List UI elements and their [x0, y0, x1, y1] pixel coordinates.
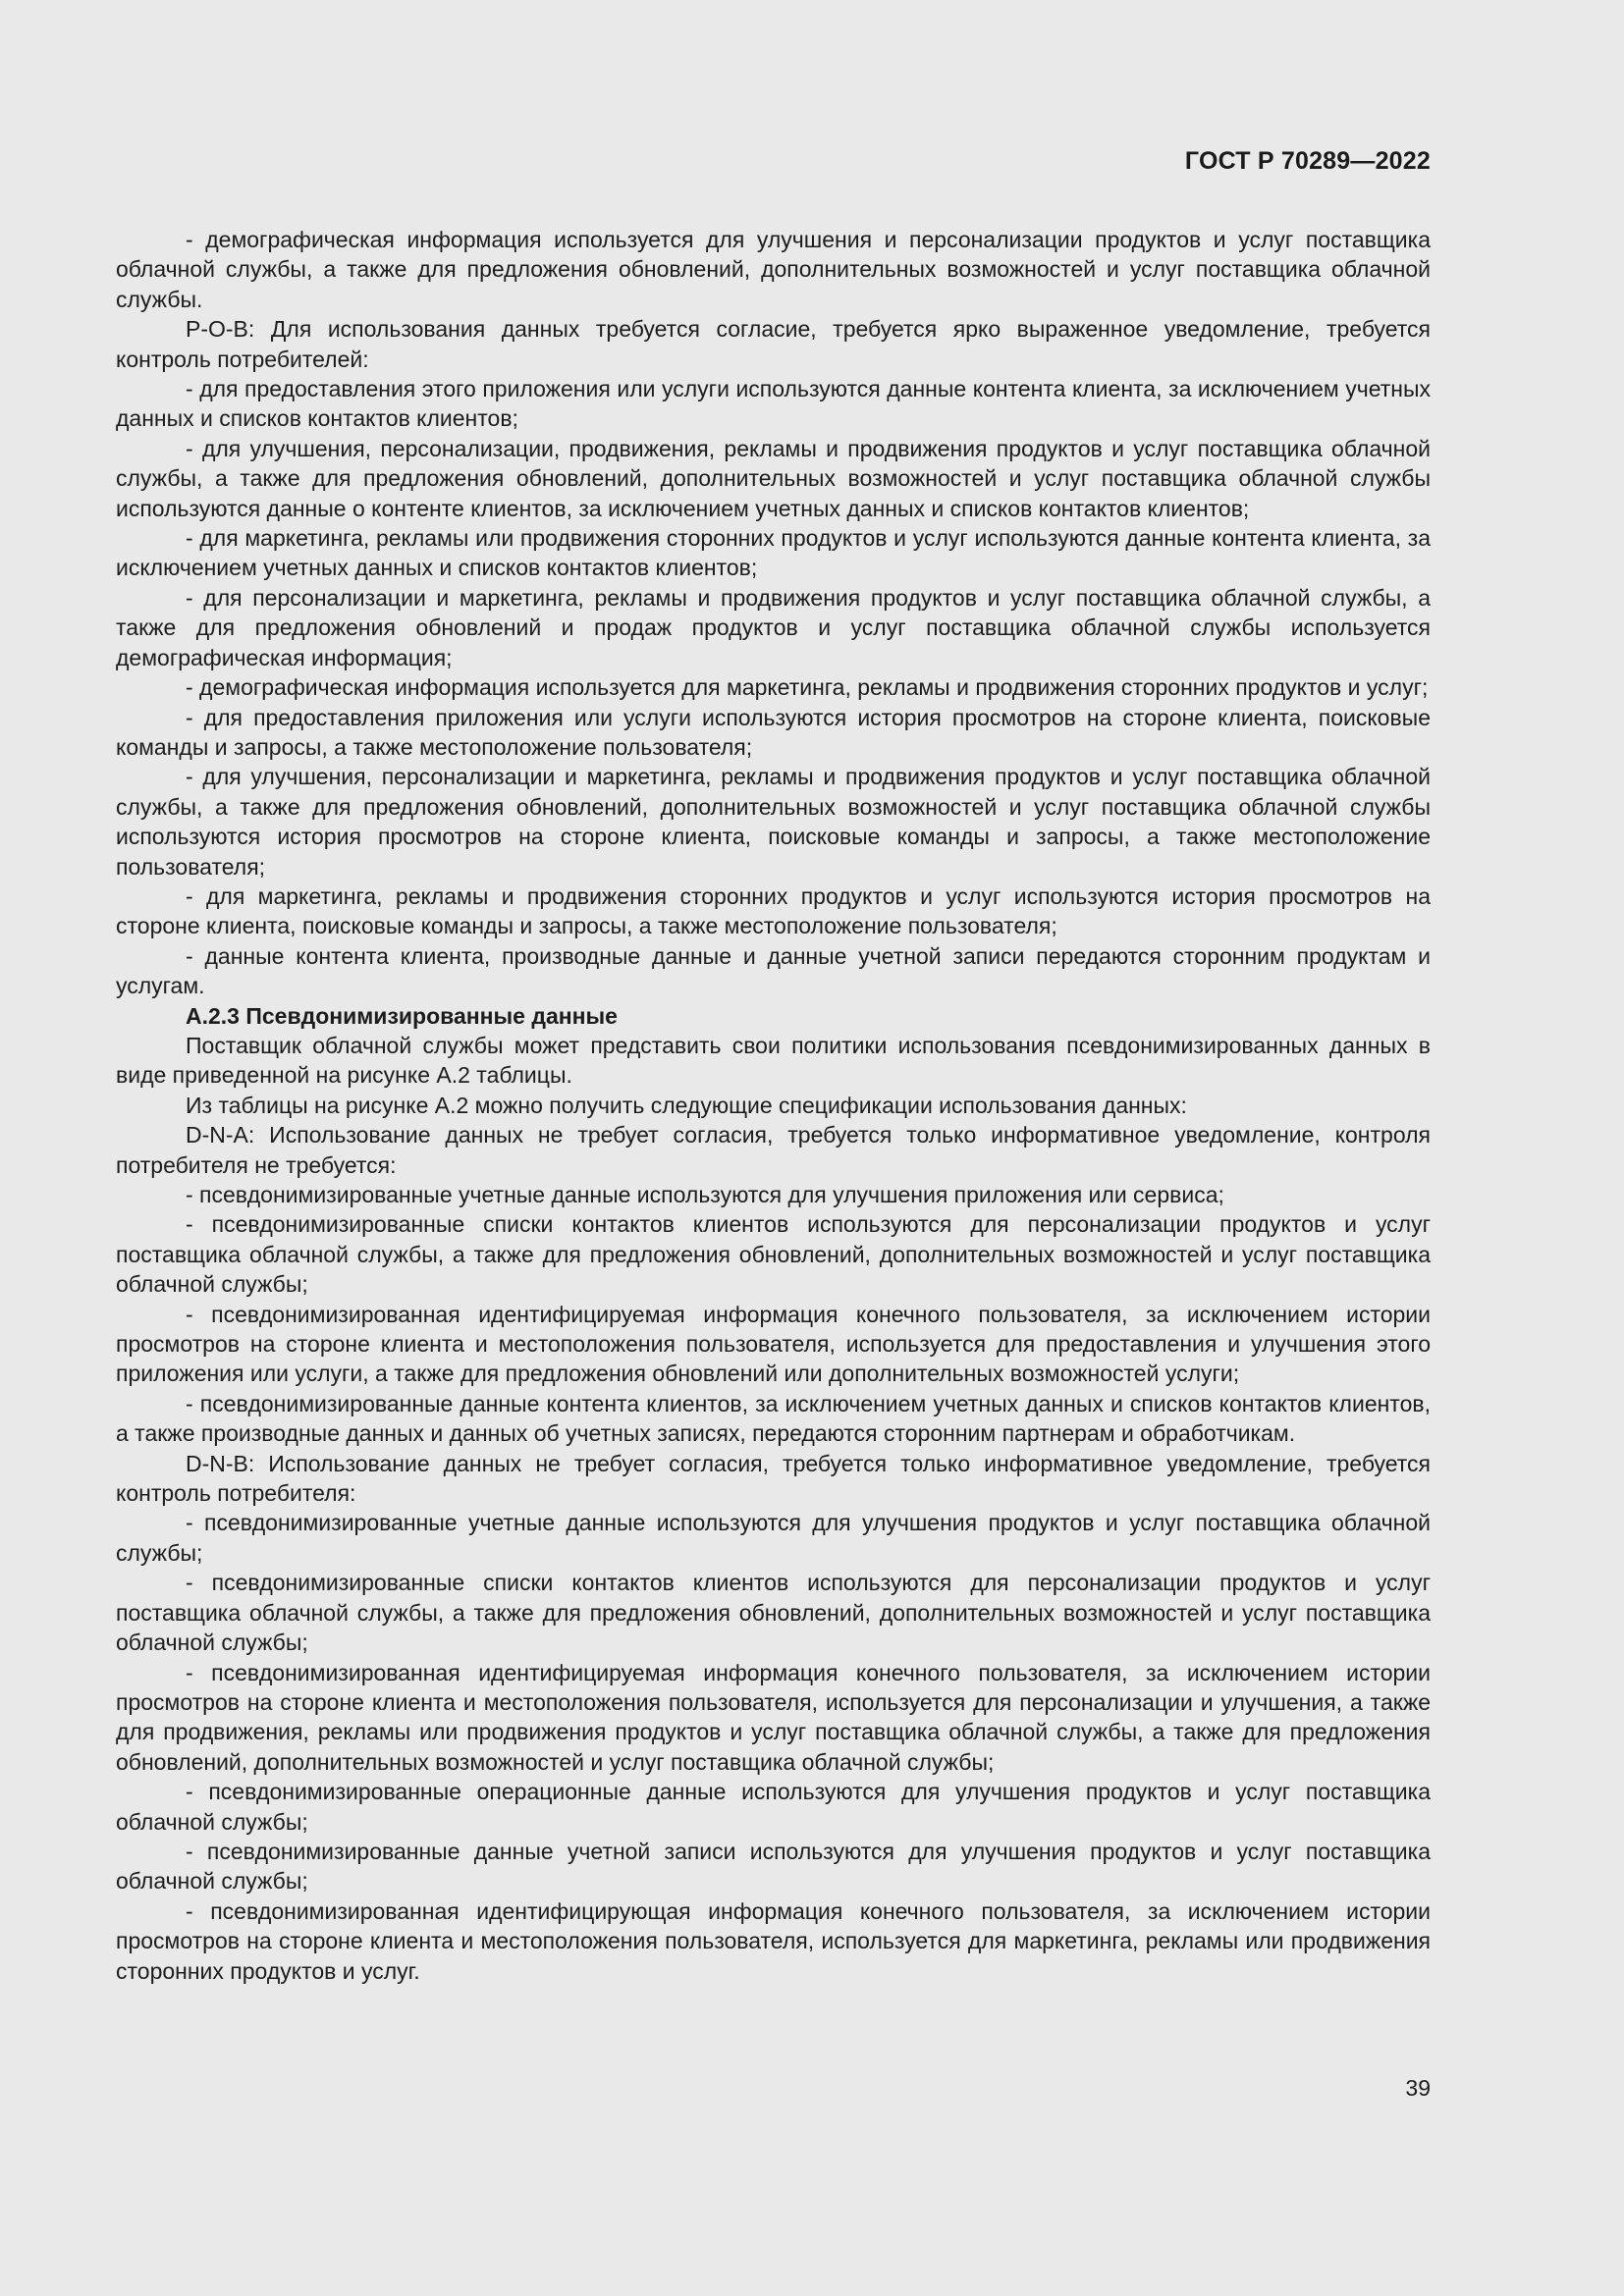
list-item: - псевдонимизированные учетные данные используются для улучшения приложения или сервиса;	[186, 1182, 1224, 1207]
document-body	[116, 225, 1431, 1986]
list-item: - псевдонимизированные списки контактов клиентов используются для персонализации продуктов и услуг поставщика облачной службы, а также для предложения обновлений, дополнительных возможностей и услуг поставщика облачной службы;	[116, 1211, 1431, 1298]
list-item: - псевдонимизированные данные учетной записи используются для улучшения продуктов и услуг поставщика облачной службы;	[116, 1838, 1431, 1895]
paragraph: Из таблицы на рисунке А.2 можно получить следующие спецификации использования данных:	[186, 1092, 1187, 1118]
list-item: - псевдонимизированные списки контактов клиентов используются для персонализации продуктов и услуг поставщика облачной службы, а также для предложения обновлений, дополнительных возможностей и услуг поставщика облачной службы;	[116, 1570, 1431, 1656]
list-item: - для предоставления этого приложения или услуги используются данные контента клиента, за исключением учетных данных и списков контактов клиентов;	[116, 376, 1431, 432]
list-item: - псевдонимизированные данные контента клиентов, за исключением учетных данных и списков контактов клиентов, а также производные данных и данных об учетных записях, передаются сторонним партнерам и обработчикам.	[116, 1390, 1431, 1447]
document-header: ГОСТ Р 70289—2022	[1184, 147, 1431, 175]
paragraph: D-N-A: Использование данных не требует согласия, требуется только информативное уведомление, контроля потребителя не требуется:	[116, 1122, 1431, 1178]
list-item: - для улучшения, персонализации и маркетинга, рекламы и продвижения продуктов и услуг поставщика облачной службы, а также для предложения обновлений, дополнительных возможностей и услуг поставщика облачной службы используются история просмотров на стороне клиента, поисковые команды и запросы, а также местоположение пользователя;	[116, 764, 1431, 880]
paragraph: P-O-B: Для использования данных требуется согласие, требуется ярко выраженное уведомление, требуется контроль потребителей:	[116, 316, 1431, 372]
list-item: - для маркетинга, рекламы и продвижения сторонних продуктов и услуг используются история просмотров на стороне клиента, поисковые команды и запросы, а также местоположение пользователя;	[116, 882, 1431, 939]
list-item: - псевдонимизированная идентифицируемая информация конечного пользователя, за исключением истории просмотров на стороне клиента и местоположения пользователя, используется для предоставления и улучшения этого приложения или услуги, а также для предложения обновлений или дополнительных возможностей услуги;	[116, 1301, 1431, 1387]
paragraph: D-N-B: Использование данных не требует согласия, требуется только информативное уведомление, требуется контроль потребителя:	[116, 1450, 1431, 1507]
list-item: - псевдонимизированные учетные данные используются для улучшения продуктов и услуг поставщика облачной службы;	[116, 1510, 1431, 1566]
list-item: - демографическая информация используется для маркетинга, рекламы и продвижения сторонних продуктов и услуг;	[186, 674, 1429, 701]
page-number: 39	[1405, 2075, 1431, 2101]
list-item: - данные контента клиента, производные данные и данные учетной записи передаются сторонним продуктам и услугам.	[116, 942, 1431, 999]
paragraph: Поставщик облачной службы может представить свои политики использования псевдонимизированных данных в виде приведенной на рисунке А.2 таблицы.	[116, 1032, 1431, 1089]
list-item: - псевдонимизированная идентифицируемая информация конечного пользователя, за исключением истории просмотров на стороне клиента и местоположения пользователя, используется для персонализации и улучшения, а также для продвижения, рекламы или продвижения продуктов и услуг поставщика облачной службы, а также для предложения обновлений, дополнительных возможностей и услуг поставщика облачной службы;	[116, 1659, 1431, 1775]
list-item: - для маркетинга, рекламы или продвижения сторонних продуктов и услуг используются данные контента клиента, за исключением учетных данных и списков контактов клиентов;	[116, 525, 1431, 581]
section-heading: А.2.3 Псевдонимизированные данные	[186, 1002, 618, 1029]
list-item: - псевдонимизированные операционные данные используются для улучшения продуктов и услуг поставщика облачной службы;	[116, 1779, 1431, 1835]
list-item: - для улучшения, персонализации, продвижения, рекламы и продвижения продуктов и услуг поставщика облачной службы, а также для предложения обновлений, дополнительных возможностей и услуг поставщика облачной службы используются данные о контенте клиентов, за исключением учетных данных и списков контактов клиентов;	[116, 435, 1431, 521]
list-item: - псевдонимизированная идентифицирующая информация конечного пользователя, за исключением истории просмотров на стороне клиента и местоположения пользователя, используется для маркетинга, рекламы или продвижения сторонних продуктов и услуг.	[116, 1897, 1431, 1984]
list-item: - для предоставления приложения или услуги используются история просмотров на стороне клиента, поисковые команды и запросы, а также местоположение пользователя;	[116, 704, 1431, 760]
list-item: - для персонализации и маркетинга, рекламы и продвижения продуктов и услуг поставщика облачной службы, а также для предложения обновлений и продаж продуктов и услуг поставщика облачной службы используется демографическая информация;	[116, 584, 1431, 670]
list-item: - демографическая информация используется для улучшения и персонализации продуктов и услуг поставщика облачной службы, а также для предложения обновлений, дополнительных возможностей и услуг поставщика облачной службы.	[116, 227, 1431, 312]
